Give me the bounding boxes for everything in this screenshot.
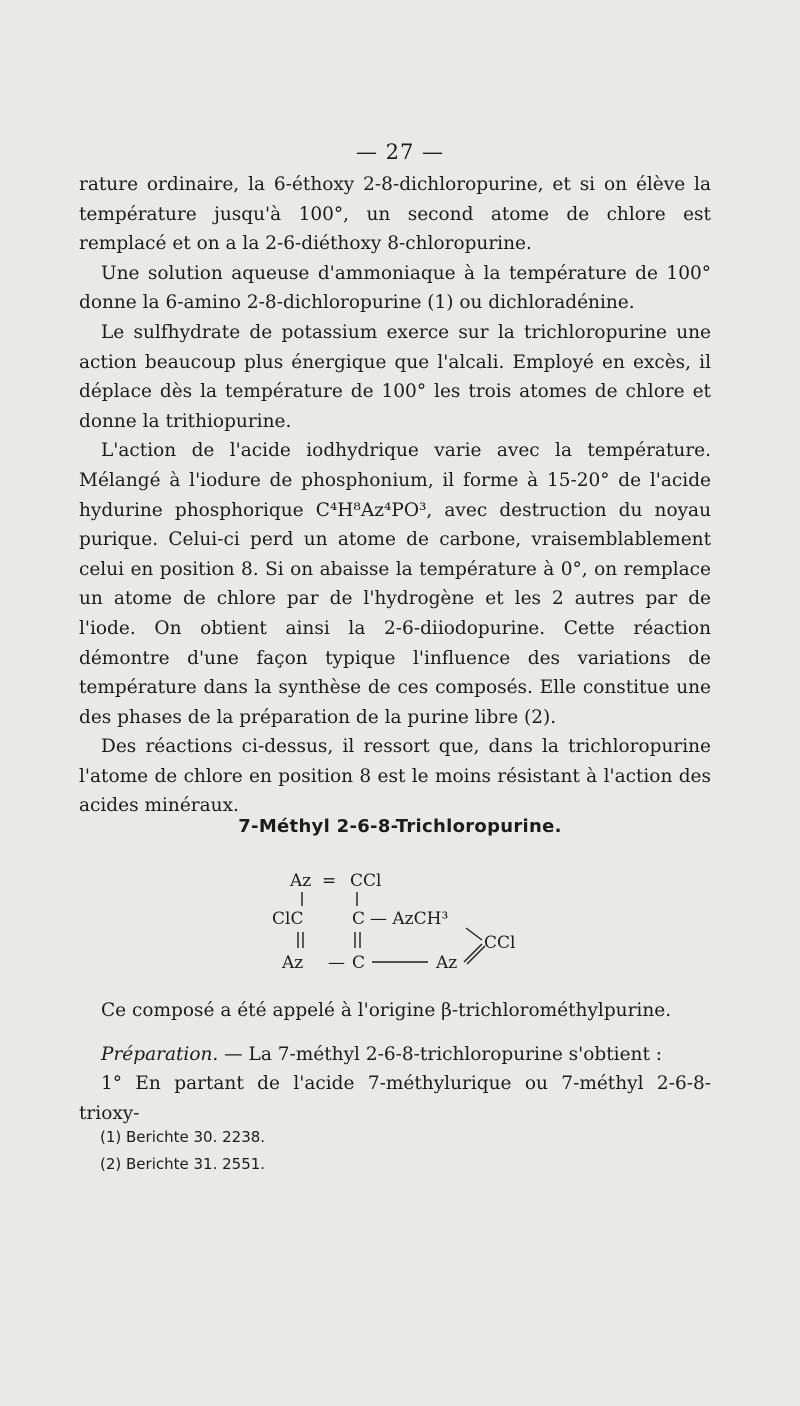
- formula-c-mid: C: [352, 909, 366, 929]
- formula-double-bond-top: =: [322, 871, 337, 891]
- structural-formula: [260, 862, 550, 982]
- page-number: — 27 —: [355, 140, 445, 164]
- preparation-text: — La 7-méthyl 2-6-8-trichloropurine s'obtient :: [218, 1043, 663, 1065]
- paragraph-continuation: rature ordinaire, la 6-éthoxy 2-8-dichloropurine, et si on élève la température jusqu'à 100°, un second atome de chlore est remplacé et on a la 2-6-diéthoxy 8-chloropurine.: [79, 174, 711, 255]
- text-below-formula: [79, 996, 711, 1128]
- formula-bond-to-ccl-lower-a: [464, 944, 482, 962]
- preparation-label: Préparation.: [101, 1043, 219, 1065]
- formula-az-bottom-left: Az: [282, 953, 304, 973]
- formula-clc: ClC: [272, 909, 304, 929]
- paragraph-sulfhydrate: Le sulfhydrate de potassium exerce sur la trichloropurine une action beaucoup plus énergique que l'alcali. Employé en excès, il déplace dès la température de 100° les trois atomes de chlore et donne la trithiopurine.: [79, 321, 711, 432]
- formula-az-bottom-right: Az: [436, 953, 458, 973]
- footnote-2: (2) Berichte 31. 2551.: [100, 1155, 266, 1173]
- paragraph-ammonia: Une solution aqueuse d'ammoniaque à la température de 100° donne la 6-amino 2-8-dichloropurine (1) ou dichloradénine.: [79, 262, 711, 314]
- preparation-heading-line: [79, 1040, 711, 1070]
- formula-ccl-right: CCl: [484, 933, 516, 953]
- paragraph-conclusion: Des réactions ci-dessus, il ressort que, dans la trichloropurine l'atome de chlore en position 8 est le moins résistant à l'action des acides minéraux.: [79, 736, 711, 817]
- paragraph-iodhydric-acid: L'action de l'acide iodhydrique varie avec la température. Mélangé à l'iodure de phosphonium, il forme à 15-20° de l'acide hydurine phosphorique C⁴H⁸Az⁴PO³, avec destruction du noyau purique. Celui-ci perd un atome de carbone, vraisemblablement celui en position 8. Si on abaisse la température à 0°, on remplace un atome de chlore par de l'hydrogène et les 2 autres par de l'iode. On obtient ainsi la 2-6-diiodopurine. Cette réaction démontre d'une façon typique l'influence des variations de température dans la synthèse de ces composés. Elle constitue une des phases de la préparation de la purine libre (2).: [79, 440, 711, 728]
- section-title: 7-Méthyl 2-6-8-Trichloropurine.: [238, 816, 562, 837]
- structural-formula-diagram: [260, 862, 550, 982]
- formula-bond-to-ccl-lower-b: [467, 946, 485, 964]
- paragraph-original-name: Ce composé a été appelé à l'origine β-trichlorométhylpurine.: [101, 1000, 672, 1021]
- formula-az-top: Az: [290, 871, 312, 891]
- footnote-1: (1) Berichte 30. 2238.: [100, 1128, 266, 1146]
- formula-bond-to-ccl-upper: [466, 928, 482, 940]
- formula-azch3: — AzCH³: [370, 909, 449, 929]
- preparation-item-1: 1° En partant de l'acide 7-méthylurique ou 7-méthyl 2-6-8-trioxy-: [79, 1073, 711, 1124]
- formula-c-bottom: C: [352, 953, 366, 973]
- formula-bond-bottom-left: —: [328, 953, 345, 973]
- body-text: [79, 170, 711, 821]
- footnotes: [100, 1124, 500, 1178]
- formula-ccl-top: CCl: [350, 871, 382, 891]
